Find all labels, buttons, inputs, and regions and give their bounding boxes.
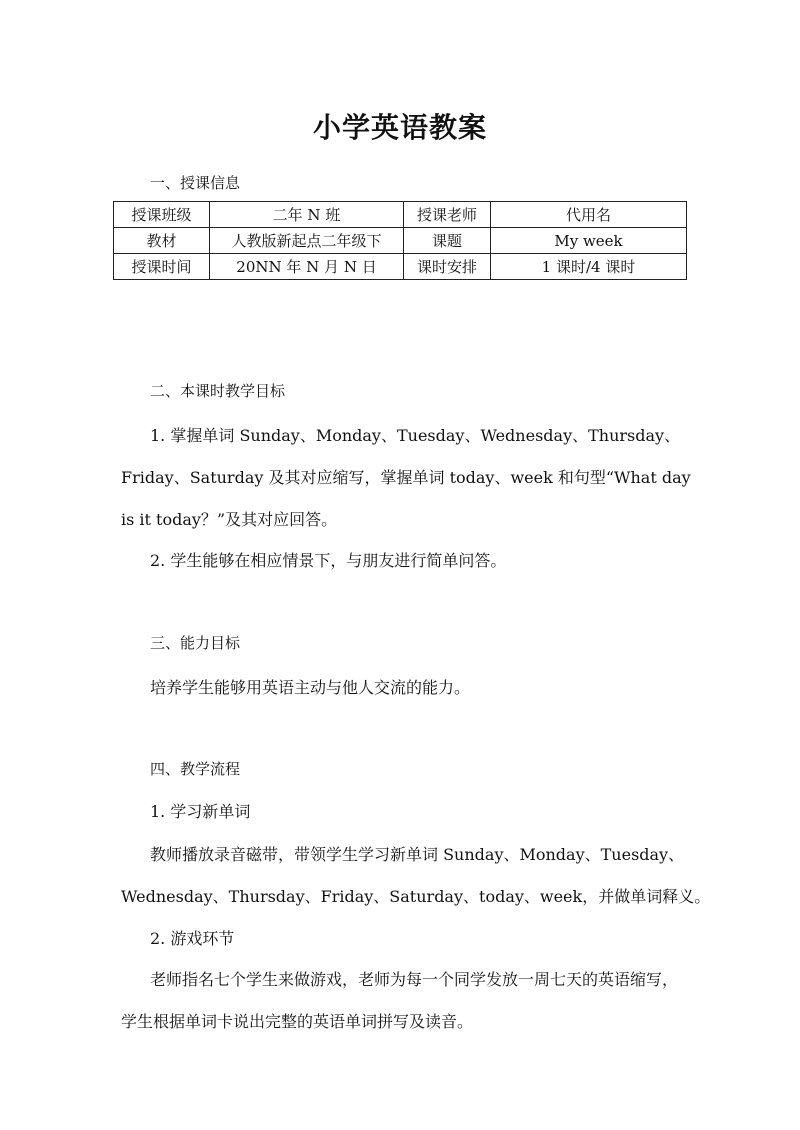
step-1-line-2: Wednesday、Thursday、Friday、Saturday、today、week，并做单词释义。 [121, 887, 711, 906]
table-cell: 授课时间 [114, 254, 210, 280]
step-1-line-1: 教师播放录音磁带，带领学生学习新单词 Sunday、Monday、Tuesday、 [150, 845, 685, 864]
goal-1-line-2: Friday、Saturday 及其对应缩写，掌握单词 today、week 和句型“What day [121, 468, 691, 487]
goal-1-line-1: 1. 掌握单词 Sunday、Monday、Tuesday、Wednesday、Thursday、 [150, 426, 681, 445]
table-cell: 课时安排 [404, 254, 491, 280]
course-info-table [113, 201, 687, 280]
table-cell: 1 课时/4 课时 [491, 254, 687, 280]
ability-paragraph: 培养学生能够用英语主动与他人交流的能力。 [150, 678, 471, 697]
step-2-line-1: 老师指名七个学生来做游戏，老师为每一个同学发放一周七天的英语缩写， [150, 970, 679, 989]
goal-1-line-3: is it today？”及其对应回答。 [121, 510, 338, 529]
table-cell: 授课老师 [404, 202, 491, 228]
document-title: 小学英语教案 [312, 111, 487, 144]
section-heading-goals: 二、本课时教学目标 [150, 382, 286, 400]
step-1-title: 1. 学习新单词 [150, 802, 251, 821]
table-row [114, 228, 687, 254]
step-2-title: 2. 游戏环节 [150, 929, 235, 948]
table-cell: 课题 [404, 228, 491, 254]
step-2-line-2: 学生根据单词卡说出完整的英语单词拼写及读音。 [121, 1012, 474, 1031]
section-heading-info: 一、授课信息 [150, 174, 241, 192]
section-heading-process: 四、教学流程 [150, 760, 241, 778]
table-cell: 二年 N 班 [210, 202, 404, 228]
table-cell: My week [491, 228, 687, 254]
table-cell: 授课班级 [114, 202, 210, 228]
table-cell: 20NN 年 N 月 N 日 [210, 254, 404, 280]
table-cell: 教材 [114, 228, 210, 254]
table-row [114, 254, 687, 280]
section-heading-ability: 三、能力目标 [150, 634, 241, 652]
goal-2: 2. 学生能够在相应情景下，与朋友进行简单问答。 [150, 551, 507, 570]
table-cell: 代用名 [491, 202, 687, 228]
table-cell: 人教版新起点二年级下 [210, 228, 404, 254]
table-row [114, 202, 687, 228]
